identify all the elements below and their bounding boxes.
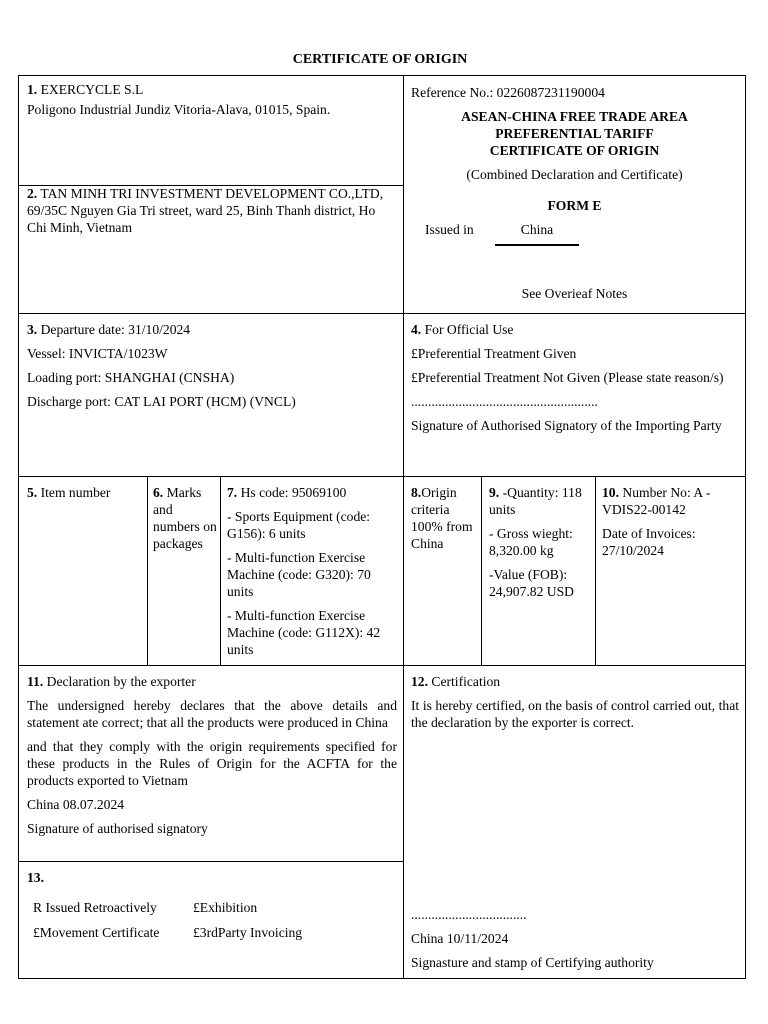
exporter-signature-label: Signature of authorised signatory [27,821,208,836]
preferential-given: £Preferential Treatment Given [411,346,577,361]
exporter-name: EXERCYCLE S.L [40,82,144,97]
issued-retroactively-label: Issued Retroactively [45,900,157,915]
box7-number: 7. [227,485,238,500]
box5-number: 5. [27,485,38,500]
certification-place-date: China 10/11/2024 [411,931,509,946]
box12-certification [411,673,739,738]
issued-in-value: China [495,221,579,246]
box8-number: 8. [411,485,422,500]
gross-weight: - Gross wieght: 8,320.00 kg [489,526,573,558]
declaration-paragraph-1: The undersigned hereby declares that the above details and statement ate correct; that all the products were produced in China [27,698,397,730]
document-title: CERTIFICATE OF ORIGIN [292,52,468,67]
origin-criteria-text: Origin criteria 100% from China [411,485,473,551]
box3-number: 3. [27,322,38,337]
reference-number: Reference No.: 0226087231190004 [411,85,605,100]
box12-number: 12. [411,674,428,689]
option-issued-retroactively[interactable] [33,899,193,916]
option-exhibition[interactable]: £Exhibition [193,900,258,915]
declaration-title: Declaration by the exporter [46,674,196,689]
certification-title: Certification [431,674,501,689]
divider-box11-box13 [19,861,404,862]
marks-label: Marks and numbers on packages [153,485,217,551]
box11-declaration [27,673,397,844]
official-use-title: For Official Use [424,322,514,337]
box11-number: 11. [27,674,44,689]
box9-number: 9. [489,485,500,500]
form-e-label: FORM E [547,198,602,213]
departure-date: Departure date: 31/10/2024 [40,322,191,337]
divider-col5-col6 [147,476,148,666]
divider-row3 [19,476,746,477]
certification-dots: .................................. [411,907,527,922]
invoice-date: Date of Invoices: 27/10/2024 [602,526,696,558]
box8-origin-criteria [411,484,477,552]
declaration-paragraph-2: and that they comply with the origin requirements specified for these products in the Rules of Origin for the ACFTA for the products exported to Vietnam [27,739,397,788]
box2-number: 2. [27,186,38,201]
vessel: Vessel: INVICTA/1023W [27,346,168,361]
divider-row2 [19,313,746,314]
box13-number: 13. [27,870,44,885]
checked-checkbox-icon: R [33,900,43,915]
box10-invoice [602,484,740,566]
form-heading [403,108,746,159]
declaration-place-date: China 08.07.2024 [27,797,125,812]
box1-number: 1. [27,82,38,97]
preferential-not-given: £Preferential Treatment Not Given (Please state reason/s) [411,370,724,385]
exporter-address: Poligono Industrial Jundiz Vitoria-Alava, 01015, Spain. [27,102,331,117]
divider-col8-col9 [481,476,482,666]
invoice-number: Number No: A - VDIS22-00142 [602,485,711,517]
divider-row4 [19,665,746,666]
goods-item-3: - Multi-function Exercise Machine (code: G112X): 42 units [227,608,381,657]
fob-value: -Value (FOB): 24,907.82 USD [489,567,574,599]
heading-line3: CERTIFICATE OF ORIGIN [489,143,660,158]
box9-quantity [489,484,591,607]
box6-number: 6. [153,485,164,500]
consignee-text: TAN MINH TRI INVESTMENT DEVELOPMENT CO.,LTD, 69/35C Nguyen Gia Tri street, ward 25, Binh Thanh district, Ho Chi Minh, Vietnam [27,186,384,235]
box5-item-number [27,484,143,501]
quantity: -Quantity: 118 units [489,485,582,517]
box6-marks [153,484,217,552]
box4-official-use [411,321,739,441]
box7-goods-description [227,484,399,665]
hs-code: Hs code: 95069100 [240,485,347,500]
box10-number: 10. [602,485,619,500]
issued-in-label: Issued in [425,222,474,237]
divider-col6-col7 [220,476,221,666]
item-number-label: Item number [40,485,111,500]
discharge-port: Discharge port: CAT LAI PORT (HCM) (VNCL) [27,394,296,409]
divider-col9-col10 [595,476,596,666]
box2-consignee [27,185,393,243]
box3-transport [27,321,397,417]
goods-item-1: - Sports Equipment (code: G156): 6 units [227,509,371,541]
box1-exporter [27,81,397,125]
combined-declaration: (Combined Declaration and Certificate) [466,167,683,182]
overleaf-notes: See Overieaf Notes [521,286,628,301]
goods-item-2: - Multi-function Exercise Machine (code: G320): 70 units [227,550,371,599]
certification-text: It is hereby certified, on the basis of control carried out, that the declaration by the exporter is correct. [411,698,739,730]
certificate-frame [18,75,746,979]
loading-port: Loading port: SHANGHAI (CNSHA) [27,370,235,385]
box4-number: 4. [411,322,422,337]
heading-line2: PREFERENTIAL TARIFF [495,126,654,141]
box12-signature-block [411,906,739,978]
certifying-authority-signature: Signasture and stamp of Certifying authority [411,955,654,970]
official-use-dots: ....................................................... [411,394,598,409]
importing-party-signature: Signature of Authorised Signatory of the Importing Party [411,418,722,433]
option-third-party-invoicing[interactable]: £3rdParty Invoicing [193,925,303,940]
option-movement-certificate[interactable]: £Movement Certificate [33,925,160,940]
heading-line1: ASEAN-CHINA FREE TRADE AREA [461,109,688,124]
